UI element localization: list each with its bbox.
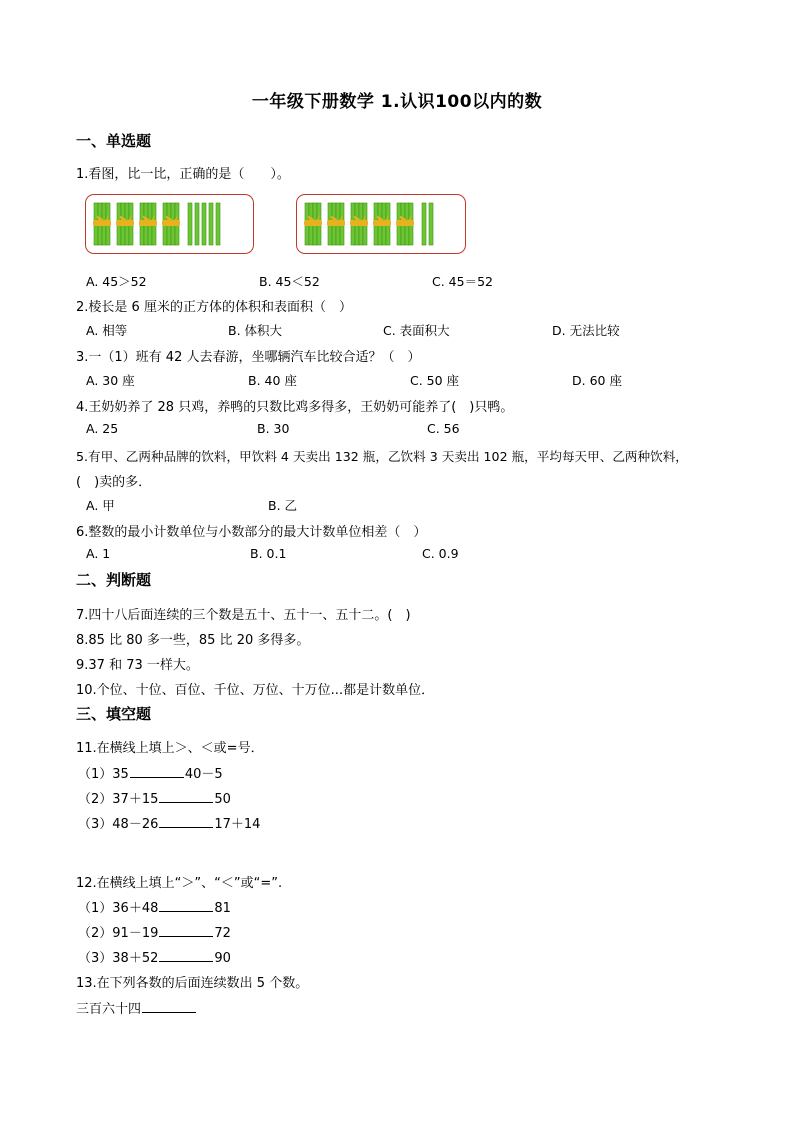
q12-item-1 — [78, 897, 231, 916]
question-8: 8.85 比 80 多一些，85 比 20 多得多。 — [76, 633, 310, 648]
stick-bundle — [93, 203, 111, 245]
q1-option-a: A. 45＞52 — [86, 274, 147, 289]
figure-box-right — [296, 194, 466, 254]
stick-bundle — [373, 203, 391, 245]
page-title: 一年级下册数学 1.认识100以内的数 — [251, 92, 543, 112]
q11-item-3-right: 17＋14 — [214, 817, 261, 832]
q11-item-1 — [78, 763, 223, 782]
q12-item-1-left: （1）36＋48 — [78, 901, 159, 916]
q1-option-c: C. 45＝52 — [432, 274, 493, 289]
q6-option-b: B. 0.1 — [250, 546, 287, 561]
q4-option-b: B. 30 — [257, 421, 290, 436]
stick-bundle — [162, 203, 180, 245]
q4-option-a: A. 25 — [86, 421, 119, 436]
figure-box-left — [85, 194, 254, 254]
q12-item-1-right: 81 — [214, 901, 231, 916]
single-stick — [195, 203, 199, 245]
q1-option-b: B. 45＜52 — [259, 274, 320, 289]
answer-blank[interactable] — [130, 765, 184, 778]
question-5: 5.有甲、乙两种品牌的饮料，甲饮料 4 天卖出 132 瓶，乙饮料 3 天卖出 102 瓶，平均每天甲、乙两种饮料， — [76, 449, 688, 464]
q2-option-c: C. 表面积大 — [383, 323, 450, 338]
q11-item-2 — [78, 788, 231, 807]
stick-bundle — [327, 203, 345, 245]
section-heading-true-false: 二、判断题 — [76, 571, 152, 589]
answer-blank[interactable] — [159, 899, 213, 912]
q12-item-3-left: （3）38＋52 — [78, 951, 159, 966]
stick-bundle — [139, 203, 157, 245]
q6-option-a: A. 1 — [86, 546, 111, 561]
stick-bundle — [304, 203, 322, 245]
single-stick — [216, 203, 220, 245]
answer-blank[interactable] — [159, 949, 213, 962]
q3-option-d: D. 60 座 — [572, 373, 622, 388]
q11-item-2-left: （2）37＋15 — [78, 792, 159, 807]
stick-bundle — [116, 203, 134, 245]
q11-item-3-left: （3）48－26 — [78, 817, 159, 832]
stick-bundles-left — [86, 195, 252, 252]
single-stick — [422, 203, 426, 245]
q12-item-3-right: 90 — [214, 951, 231, 966]
q2-option-d: D. 无法比较 — [552, 323, 620, 338]
question-10: 10.个位、十位、百位、千位、万位、十万位...都是计数单位． — [76, 683, 435, 698]
section-heading-fill-in: 三、填空题 — [76, 705, 152, 723]
q12-item-3 — [78, 947, 231, 966]
answer-blank[interactable] — [142, 1000, 196, 1013]
answer-blank[interactable] — [159, 924, 213, 937]
question-6: 6.整数的最小计数单位与小数部分的最大计数单位相差（ ） — [76, 525, 427, 540]
question-7: 7.四十八后面连续的三个数是五十、五十一、五十二。( ) — [76, 608, 411, 623]
question-5-continued: ( )卖的多． — [76, 475, 152, 490]
question-4: 4.王奶奶养了 28 只鸡，养鸭的只数比鸡多得多，王奶奶可能养了( )只鸭。 — [76, 400, 514, 415]
question-2: 2.棱长是 6 厘米的正方体的体积和表面积（ ） — [76, 300, 352, 315]
q5-option-b: B. 乙 — [268, 498, 298, 513]
question-1: 1.看图，比一比，正确的是（ ）。 — [76, 167, 290, 182]
q4-option-c: C. 56 — [427, 421, 460, 436]
stick-bundle — [350, 203, 368, 245]
q3-option-b: B. 40 座 — [248, 373, 297, 388]
q2-option-a: A. 相等 — [86, 323, 128, 338]
q11-item-2-right: 50 — [214, 792, 231, 807]
single-stick — [188, 203, 192, 245]
q12-item-2-left: （2）91－19 — [78, 926, 159, 941]
q13-start-number: 三百六十四 — [76, 1002, 142, 1017]
q6-option-c: C. 0.9 — [422, 546, 459, 561]
q12-item-2 — [78, 922, 231, 941]
question-12: 12.在横线上填上“＞”、“＜”或“=”. — [76, 876, 283, 891]
question-11: 11.在横线上填上＞、＜或=号． — [76, 741, 264, 756]
answer-blank[interactable] — [159, 790, 213, 803]
single-stick — [429, 203, 433, 245]
q13-line — [76, 998, 197, 1017]
q11-item-1-right: 40－5 — [184, 767, 223, 782]
q3-option-a: A. 30 座 — [86, 373, 135, 388]
q3-option-c: C. 50 座 — [410, 373, 460, 388]
stick-bundles-right — [297, 195, 464, 252]
q2-option-b: B. 体积大 — [228, 323, 283, 338]
single-stick — [209, 203, 213, 245]
q5-option-a: A. 甲 — [86, 498, 115, 513]
question-13: 13.在下列各数的后面连续数出 5 个数。 — [76, 976, 309, 991]
stick-bundle — [396, 203, 414, 245]
q11-item-3 — [78, 813, 260, 832]
q12-item-2-right: 72 — [214, 926, 231, 941]
single-stick — [202, 203, 206, 245]
section-heading-single-choice: 一、单选题 — [76, 132, 152, 150]
q11-item-1-left: （1）35 — [78, 767, 129, 782]
answer-blank[interactable] — [159, 815, 213, 828]
question-3: 3.一（1）班有 42 人去春游，坐哪辆汽车比较合适？（ ） — [76, 350, 421, 365]
question-9: 9.37 和 73 一样大。 — [76, 658, 199, 673]
